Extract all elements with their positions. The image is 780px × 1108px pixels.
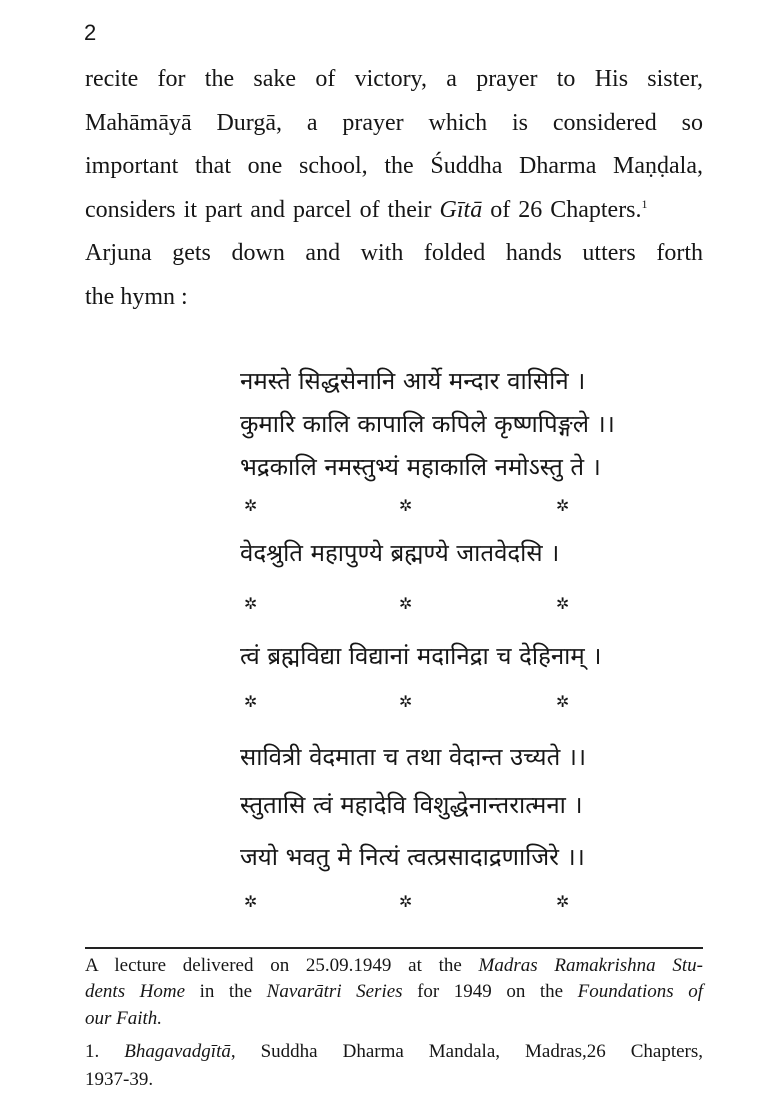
- footnote-line: [85, 980, 703, 1004]
- verse-line: कुमारि कालि कापालि कपिले कृष्णपिङ्गले ।।: [240, 410, 615, 438]
- verse-line: त्वं ब्रह्मविद्या विद्यानां मदानिद्रा च देहिनाम् ।: [240, 642, 602, 670]
- body-line: Arjuna gets down and with folded hands utters forth: [85, 240, 703, 266]
- italic-text: our Faith.: [85, 1008, 163, 1029]
- verse-line: भद्रकालि नमस्तुभ्यं महाकालि नमोऽस्तु ते ।: [240, 453, 601, 481]
- body-line: important that one school, the Śuddha Dharma Maṇḍala,: [85, 153, 703, 179]
- body-line: Mahāmāyā Durgā, a prayer which is considered so: [85, 110, 703, 136]
- text: considers it part and parcel of their: [85, 197, 440, 223]
- text: , Suddha Dharma Mandala, Madras,26 Chapters,: [230, 1041, 704, 1062]
- italic-text: Madras Ramakrishna Stu-: [478, 955, 703, 976]
- italic-text: Navarātri Series: [266, 981, 403, 1002]
- text: for 1949 on the: [402, 981, 578, 1002]
- text: of 26 Chapters.: [482, 197, 642, 223]
- footnote-line: [85, 1007, 703, 1031]
- italic-text: dents Home: [85, 981, 186, 1002]
- body-line: the hymn :: [85, 284, 188, 310]
- page-number: 2: [84, 20, 97, 45]
- footnote-ref[interactable]: 1: [641, 197, 648, 211]
- verse-line: स्तुतासि त्वं महादेवि विशुद्धेनान्तरात्मना ।: [240, 791, 583, 819]
- body-line: [85, 195, 703, 225]
- italic-title: Bhagavadgītā: [124, 1041, 231, 1062]
- text: in the: [185, 981, 267, 1002]
- footnote-divider: [85, 947, 703, 949]
- text: 1.: [85, 1041, 125, 1062]
- footnote-line: 1937-39.: [85, 1069, 154, 1090]
- body-line: recite for the sake of victory, a prayer to His sister,: [85, 66, 703, 92]
- separator-star: ✲: [244, 496, 258, 515]
- footnote-line: [85, 954, 703, 978]
- verse-line: सावित्री वेदमाता च तथा वेदान्त उच्यते ।।: [240, 743, 587, 771]
- footnote-line: [85, 1040, 703, 1064]
- italic-title: Gītā: [439, 197, 483, 223]
- separator-star: ✲: [244, 692, 258, 711]
- separator-star: ✲: [399, 692, 413, 711]
- separator-star: ✲: [399, 496, 413, 515]
- separator-star: ✲: [399, 892, 413, 911]
- italic-text: Foundations of: [577, 981, 703, 1002]
- separator-star: ✲: [556, 692, 570, 711]
- verse-line: जयो भवतु मे नित्यं त्वत्प्रसादाद्रणाजिरे ।।: [240, 843, 585, 871]
- verse-line: नमस्ते सिद्धसेनानि आर्ये मन्दार वासिनि ।: [240, 367, 586, 395]
- text: A lecture delivered on 25.09.1949 at the: [85, 955, 479, 976]
- separator-star: ✲: [556, 594, 570, 613]
- separator-star: ✲: [244, 892, 258, 911]
- separator-star: ✲: [244, 594, 258, 613]
- separator-star: ✲: [556, 892, 570, 911]
- separator-star: ✲: [399, 594, 413, 613]
- verse-line: वेदश्रुति महापुण्ये ब्रह्मण्ये जातवेदसि ।: [240, 539, 560, 567]
- separator-star: ✲: [556, 496, 570, 515]
